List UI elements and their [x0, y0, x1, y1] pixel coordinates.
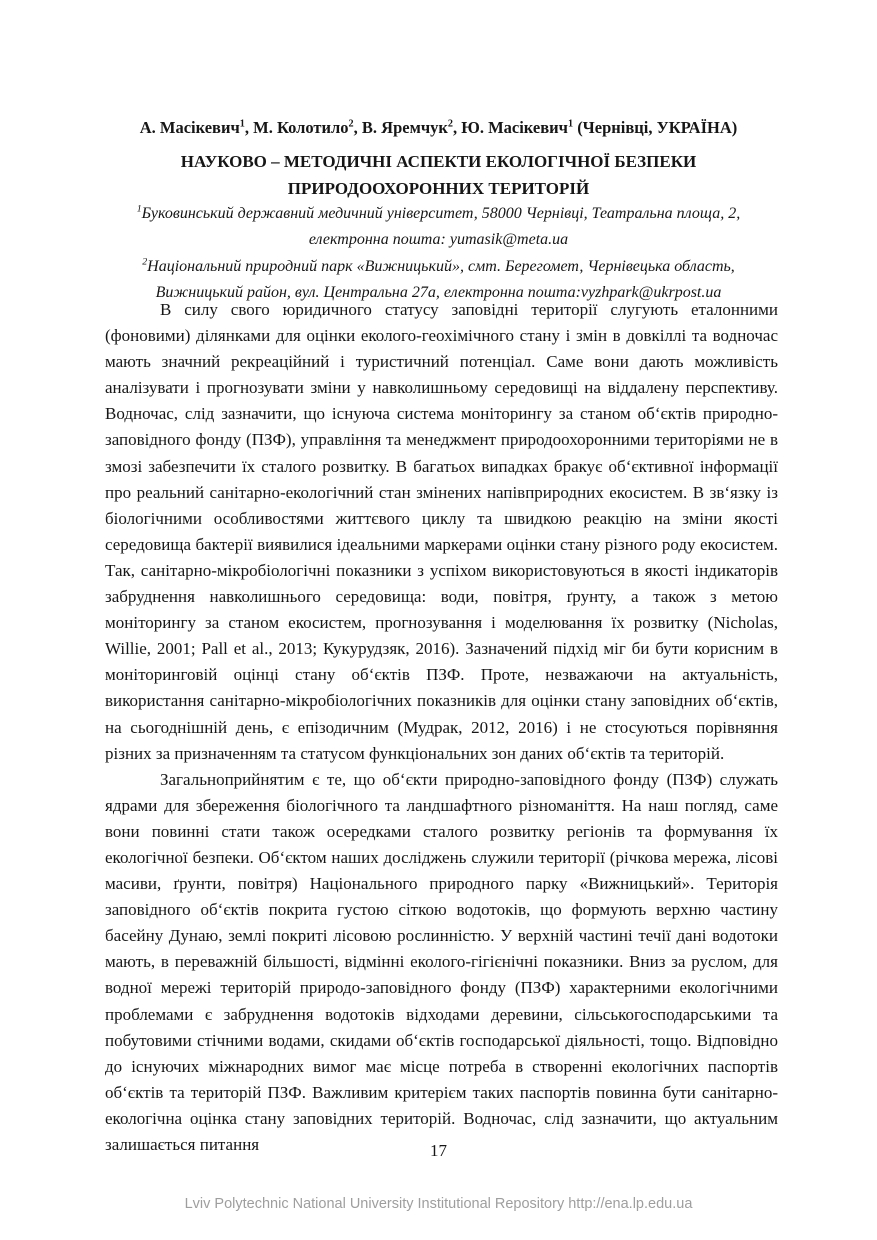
- repository-footer: Lviv Polytechnic National University Institutional Repository http://ena.lp.edu.ua: [184, 1196, 693, 1212]
- authors-location: (Чернівці, УКРАЇНА): [573, 117, 738, 137]
- affiliation-2-line-2: Вижницький район, вул. Центральна 27а, електронна пошта:vyzhpark@ukrpost.ua: [155, 283, 722, 301]
- page-number: 17: [430, 1141, 447, 1160]
- author-4: , Ю. Масікевич: [453, 117, 568, 137]
- author-3-affiliation-mark: 2: [447, 118, 453, 129]
- affiliation-1-mark: 1: [136, 203, 142, 215]
- author-2-affiliation-mark: 2: [348, 118, 354, 129]
- body-paragraph-1: В силу свого юридичного статусу заповідні території слугують еталонними (фоновими) ділянками для оцінки еколого-геохімічного стану і змін в довкіллі та водночас мають значний рекреаційний і туристичний потенціал. Саме вони дають можливість аналізувати і прогнозувати зміни у навколишньому середовищі на віддалену перспективу. Водночас, слід зазначити, що існуюча система моніторингу за станом об‘єктів природно-заповідного фонду (ПЗФ), управління та менеджмент природоохоронними територіями не в змозі забезпечити їх сталого розвитку. В багатьох випадках бракує об‘єктивної інформації про реальний санітарно-екологічний стан змінених напівприродних екосистем. В зв‘язку із біологічними особливостями життєвого циклу та швидкою реакцію на зміни якості середовища бактерії виявилися ідеальними маркерами оцінки стану різного роду екосистем. Так, санітарно-мікробіологічні показники з успіхом використовуються в якості індикаторів забруднення навколишнього середовища: води, повітря, ґрунту, а також з метою моніторингу за станом екосистем, прогнозування і моделювання їх розвитку (Nicholas, Willie, 2001; Pall et al., 2013; Кукурудзяк, 2016). Зазначений підхід міг би бути корисним в моніторинговій оцінці стану об‘єктів ПЗФ. Проте, незважаючи на актуальність, використання санітарно-мікробіологічних показників для оцінки стану заповідних об‘єктів, на сьогоднішній день, є епізодичним (Мудрак, 2012, 2016) і не стосуються порівняння різних за призначенням та статусом функціональних зон даних об‘єктів та територій.: [105, 300, 778, 763]
- author-1-affiliation-mark: 1: [239, 118, 245, 129]
- affiliation-1-line-2: електронна пошта: yumasik@meta.ua: [308, 231, 569, 249]
- affiliations: [70, 201, 807, 306]
- authors-line: [0, 118, 877, 138]
- paper-title: [0, 148, 877, 202]
- author-3: , В. Яремчук: [353, 117, 448, 137]
- paper-title-line-1: НАУКОВО – МЕТОДИЧНІ АСПЕКТИ ЕКОЛОГІЧНОЇ БЕЗПЕКИ: [180, 152, 697, 171]
- affiliation-2-mark: 2: [142, 256, 148, 268]
- author-1: А. Масікевич: [139, 117, 240, 137]
- paper-title-line-2: ПРИРОДООХОРОННИХ ТЕРИТОРІЙ: [287, 179, 590, 198]
- affiliation-1-line-1: Буковинський державний медичний університет, 58000 Чернівці, Театральна площа, 2,: [141, 205, 741, 222]
- author-2: , М. Колотило: [244, 117, 349, 137]
- body-paragraph-2: Загальноприйнятим є те, що об‘єкти природно-заповідного фонду (ПЗФ) служать ядрами для збереження біологічного та ландшафтного різноманіття. На наш погляд, саме вони повинні стати також осередками сталого розвитку регіонів та формування їх екологічної безпеки. Об‘єктом наших досліджень служили території (річкова мережа, лісові масиви, ґрунти, повітря) Національного природного парку «Вижницький». Територія заповідного об‘єктів покрита густою сіткою водотоків, що формують верхню частину басейну Дунаю, землі покриті лісовою рослинністю. У верхній частині течії дані водотоки мають, в переважній більшості, відмінні еколого-гігієнічні показники. Вниз за руслом, для водної мережі територій природо-заповідного фонду (ПЗФ) характерними екологічними проблемами є забруднення водотоків відходами деревини, сільськогосподарськими та побутовими стічними водами, скидами об‘єктів господарської діяльності, тощо. Відповідно до існуючих міжнародних вимог має місце потреба в створенні екологічних паспортів об‘єктів та територій ПЗФ. Важливим критерієм таких паспортів повинна бути санітарно-екологічна оцінка стану заповідних територій. Водночас, слід зазначити, що актуальним залишається питання: [105, 769, 778, 1154]
- affiliation-2-line-1: Національний природний парк «Вижницький», смт. Берегомет, Чернівецька область,: [147, 257, 735, 275]
- article-body: [105, 297, 778, 1158]
- affiliation-1: [70, 201, 807, 254]
- author-4-affiliation-mark: 1: [567, 118, 574, 129]
